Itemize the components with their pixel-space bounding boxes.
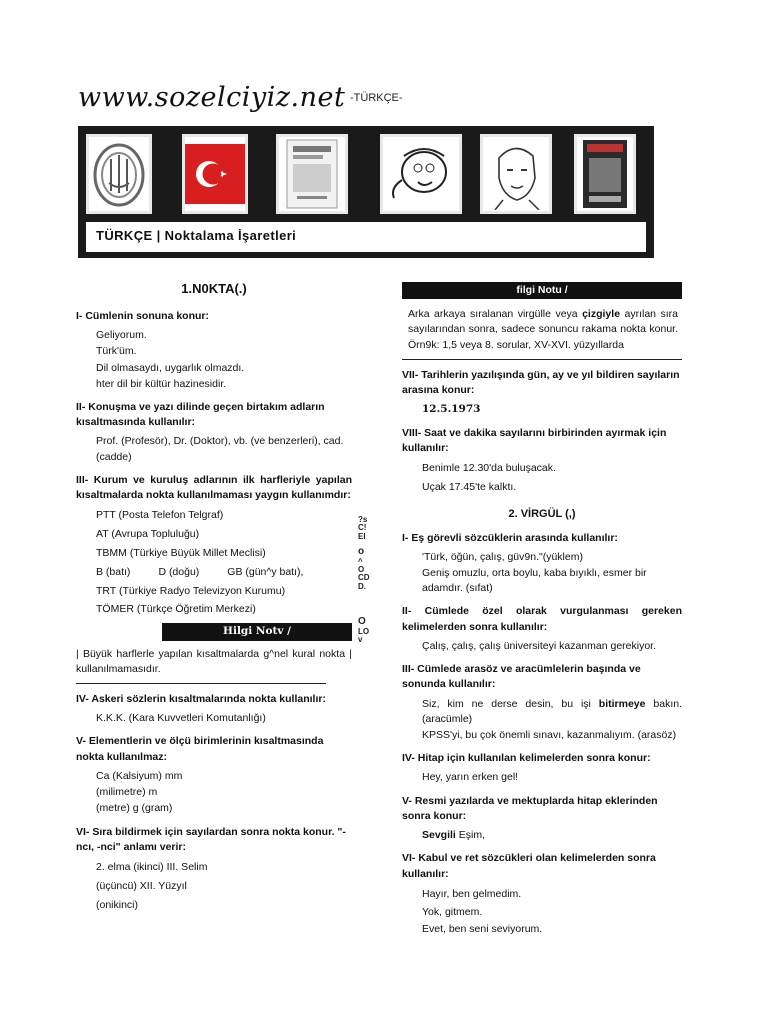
info-note-title: filgi Notu / (402, 282, 682, 299)
example-part: GB (gün^y batı), (227, 565, 304, 578)
turkish-flag-icon (182, 134, 248, 214)
rule-title: II- Cümlede özel olarak vurgulanması gereken kelimelerden sonra kullanılır: (402, 605, 682, 633)
example-line: Benimle 12.30'da buluşacak. (422, 461, 556, 474)
margin-mark: ^ (358, 556, 363, 566)
rule-title: IV- Hitap için kullanılan kelimelerden sonra konur: (402, 752, 651, 765)
example-line: 12.5.1973 (422, 403, 481, 416)
portrait-sketch-icon (480, 134, 552, 214)
margin-mark: D. (358, 581, 366, 591)
subject-tag: -TÜRKÇE- (350, 92, 403, 104)
note-bold: çizgiyle (582, 308, 621, 321)
margin-mark: o (358, 546, 365, 558)
header-banner (78, 126, 654, 258)
example-line: (milimetre) m (96, 786, 158, 799)
book-photo-icon (574, 134, 636, 214)
rule-title: V- Elementlerin ve ölçü birimlerinin kısaltmasında nokta kullanılmaz: (76, 735, 324, 763)
example-line: AT (Avrupa Topluluğu) (96, 528, 200, 541)
rule-title: I- Cümlenin sonuna konur: (76, 309, 209, 322)
rule-title: VIII- Saat ve dakika sayılarını birbirinden ayırmak için kullanılır: (402, 426, 667, 454)
example-list (422, 886, 682, 938)
divider (402, 359, 682, 360)
margin-mark: C! (358, 523, 367, 533)
section-heading-virgul: 2. VİRGÜL (,) (508, 507, 576, 520)
example-line: KPSS'yi, bu çok önemli sınavı, kazanmalıyım. (arasöz) (422, 729, 677, 741)
example-line: (onikinci) (96, 898, 139, 911)
example-list (96, 507, 352, 619)
divider (76, 683, 326, 684)
example-line: K.K.K. (Kara Kuvvetleri Komutanlığı) (96, 712, 266, 725)
example-line: Ca (Kalsiyum) mm (96, 769, 183, 782)
info-note-text: | Büyük harflerle yapılan kısaltmalarda g^nel kural nokta | kullanılmamasıdır. (76, 647, 352, 675)
margin-mark: CD (358, 573, 370, 583)
example-line: Çalış, çalış, çalış üniversiteyi kazanman gerekiyor. (422, 639, 657, 652)
example-line: (üçüncü) XII. Yüzyıl (96, 879, 187, 892)
example-line (96, 564, 352, 582)
example-line: 'Türk, öğün, çalış, güv9n."(yüklem) (422, 550, 583, 563)
margin-mark: EI (358, 531, 366, 541)
example-line: Geliyorum. (96, 329, 147, 342)
example-part: D (doğu) (158, 565, 200, 578)
example-part: Siz, kim ne derse desin, bu işi (422, 697, 599, 710)
rule-title: V- Resmi yazılarda ve mektuplarda hitap eklerinden sonra konur: (402, 794, 658, 822)
example-line: (metre) g (gram) (96, 802, 173, 815)
example-part: Eşim, (455, 829, 486, 842)
example-line: Prof. (Profesör), Dr. (Doktor), vb. (ve benzerleri), cad. (cadde) (96, 435, 344, 463)
example-line: Geniş omuzlu, orta boylu, kaba bıyıklı, esmer bir adamdır. (sıfat) (422, 567, 647, 595)
rule-title: III- Kurum ve kuruluş adlarının ilk harfleriyle yapılan kısaltmalarda nokta kullanılmaması yaygın kullanımdır: (76, 473, 352, 502)
example-list (422, 460, 682, 497)
example-line (422, 697, 682, 727)
info-note-title: Hilgi Notv / (162, 623, 352, 640)
example-line: hter dil bir kültür hazinesidir. (96, 377, 227, 390)
example-line: Dil olmasaydı, uygarlık olmazdı. (96, 361, 245, 374)
section-heading-nokta: 1.N0KTA(.) (181, 281, 247, 296)
example-line: PTT (Posta Telefon Telgraf) (96, 509, 224, 522)
example-list (96, 328, 352, 392)
example-part: bakın. (aracümle) (422, 697, 683, 725)
example-line: Hayır, ben gelmedim. (422, 887, 522, 900)
rule-title: VI- Sıra bildirmek için sayılardan sonra nokta konur. "-ncı, -nci" anlamı verir: (76, 825, 346, 853)
example-part: B (batı) (96, 565, 131, 578)
margin-mark: LO (358, 626, 370, 636)
note-part: ayrılan sıra sayılarından sonra, sadece sonuncu rakama nokta konur. Örn9k: 1,5 veya 8. sorular, XV-XVI. yüzyıllarda (408, 308, 678, 351)
example-bold: Sevgili (422, 829, 456, 842)
example-line (422, 828, 682, 843)
banner-title: TÜRKÇE | Noktalama İşaretleri (86, 222, 646, 252)
note-part: Arka arkaya sıralanan virgülle veya (408, 308, 583, 321)
example-line: Uçak 17.45'te kalktı. (422, 480, 517, 493)
caricature-icon (380, 134, 462, 214)
example-list (422, 550, 682, 597)
margin-mark: O (358, 565, 365, 575)
margin-marks (358, 516, 372, 645)
margin-mark: O (358, 616, 366, 628)
rule-title: II- Konuşma ve yazı dilinde geçen birtakım adların kısaltmasında kullanılır: (76, 400, 325, 429)
example-list (422, 697, 682, 744)
example-line: TÖMER (Türkçe Öğretim Merkezi) (96, 603, 256, 616)
right-column (402, 282, 682, 939)
info-note-text (402, 307, 682, 353)
institution-logo-icon (86, 134, 152, 214)
example-list (96, 859, 352, 915)
rule-title: VII- Tarihlerin yazılışında gün, ay ve yıl bildiren sayıların arasına konur: (402, 368, 680, 397)
example-line: TRT (Türkiye Radyo Televizyon Kurumu) (96, 584, 286, 597)
rule-title: VI- Kabul ve ret sözcükleri olan kelimelerden sonra kullanılır: (402, 852, 656, 880)
book-cover-icon (276, 134, 348, 214)
example-line: 2. elma (ikinci) III. Selim (96, 860, 208, 873)
rule-title: III- Cümlede arasöz ve aracümlelerin başında ve sonunda kullanılır: (402, 663, 641, 691)
example-bold: bitirmeye (598, 697, 646, 710)
example-line: Türk'üm. (96, 345, 137, 358)
left-column (76, 280, 352, 915)
example-line: Yok, gitmem. (422, 905, 483, 918)
example-line: TBMM (Türkiye Büyük Millet Meclisi) (96, 546, 266, 559)
rule-title: IV- Askeri sözlerin kısaltmalarında nokta kullanılır: (76, 692, 326, 705)
example-list (96, 769, 352, 817)
example-line: Hey, yarın erken gel! (422, 771, 519, 784)
margin-mark: ?s (358, 515, 368, 524)
margin-mark: v (358, 635, 363, 645)
site-title[interactable]: www.sozelciyiz.net (78, 82, 346, 113)
rule-title: I- Eş görevli sözcüklerin arasında kullanılır: (402, 531, 618, 544)
example-line: Evet, ben seni seviyorum. (422, 923, 543, 936)
